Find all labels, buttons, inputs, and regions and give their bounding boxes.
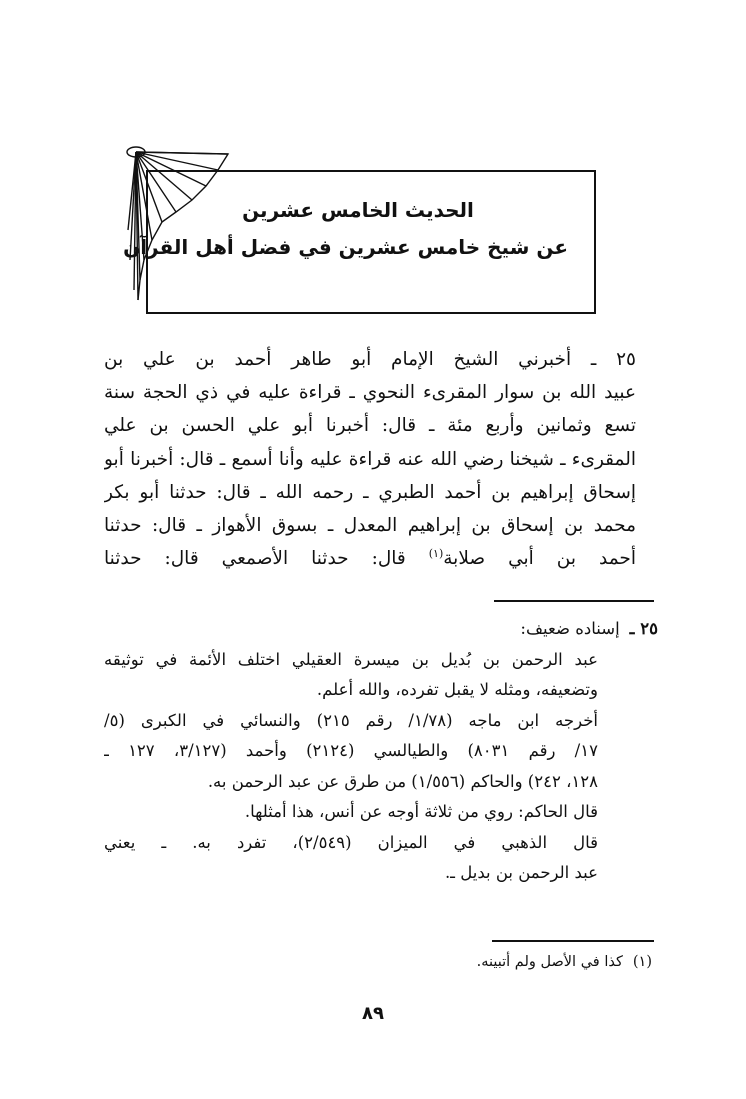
note-line: عبد الرحمن بن بديل ـ.	[444, 863, 598, 882]
main-text-fragment: قال: حدثنا الأصمعي قال: حدثنا	[104, 548, 429, 570]
main-text-block	[104, 343, 636, 575]
notes-block	[104, 614, 658, 889]
note-line: أخرجه ابن ماجه (١/٧٨/ رقم ٢١٥) والنسائي في الكبرى (٥/	[104, 710, 598, 730]
note-body	[104, 645, 598, 889]
footnote-reference[interactable]: (١)	[428, 547, 444, 561]
footnote-divider	[492, 940, 654, 942]
main-text-line	[104, 542, 636, 575]
main-text-line: المقرىء ـ شيخنا رضي الله عنه قراءة عليه وأنا أسمع ـ قال: أخبرنا أبو	[104, 448, 636, 470]
note-line: قال الحاكم: روي من ثلاثة أوجه عن أنس، هذا أمثلها.	[244, 802, 598, 821]
hadith-heading-title: الحديث الخامس عشرين	[242, 198, 474, 222]
footnote	[477, 950, 652, 974]
main-text-line: محمد بن إسحاق بن إبراهيم المعدل ـ بسوق الأهواز ـ قال: حدثنا	[104, 515, 636, 537]
note-number: ٢٥ ـ	[629, 619, 658, 638]
main-text-line: ٢٥ ـ أخبرني الشيخ الإمام أبو طاهر أحمد بن علي بن	[104, 349, 636, 370]
main-text-line: عبيد الله بن سوار المقرىء النحوي ـ قراءة عليه في ذي الحجة سنة	[104, 382, 636, 404]
main-text-fragment: أحمد بن أبي صلابة	[443, 548, 636, 570]
note-line: وتضعيفه، ومثله لا يقبل تفرده، والله أعلم.	[316, 680, 598, 699]
note-line: عبد الرحمن بن بُديل بن ميسرة العقيلي اختلف الأئمة في توثيقه	[104, 649, 598, 669]
hadith-heading-subtitle: عن شيخ خامس عشرين في فضل أهل القرآن	[123, 235, 568, 259]
note-line: ١٧/ رقم ٨٠٣١) والطيالسي (٢١٢٤) وأحمد (٣/١٢٧، ١٢٧ ـ	[104, 741, 598, 760]
main-text-line: إسحاق إبراهيم بن أحمد الطبري ـ رحمه الله ـ قال: حدثنا أبو بكر	[104, 481, 636, 503]
footnote-number: (١)	[632, 954, 652, 970]
note-header	[104, 614, 658, 645]
notes-divider	[494, 600, 654, 602]
footnote-text: كذا في الأصل ولم أتبينه.	[476, 954, 623, 970]
note-line: قال الذهبي في الميزان (٢/٥٤٩)، تفرد به. ـ يعني	[104, 832, 598, 852]
page-number: ٨٩	[362, 1003, 384, 1024]
note-head-text: إسناده ضعيف:	[520, 619, 620, 638]
main-text-line: تسع وثمانين وأربع مئة ـ قال: أخبرنا أبو علي الحسن بن علي	[104, 415, 636, 437]
note-line: ١٢٨، ٢٤٢) والحاكم (١/٥٥٦) من طرق عن عبد الرحمن به.	[207, 771, 598, 791]
